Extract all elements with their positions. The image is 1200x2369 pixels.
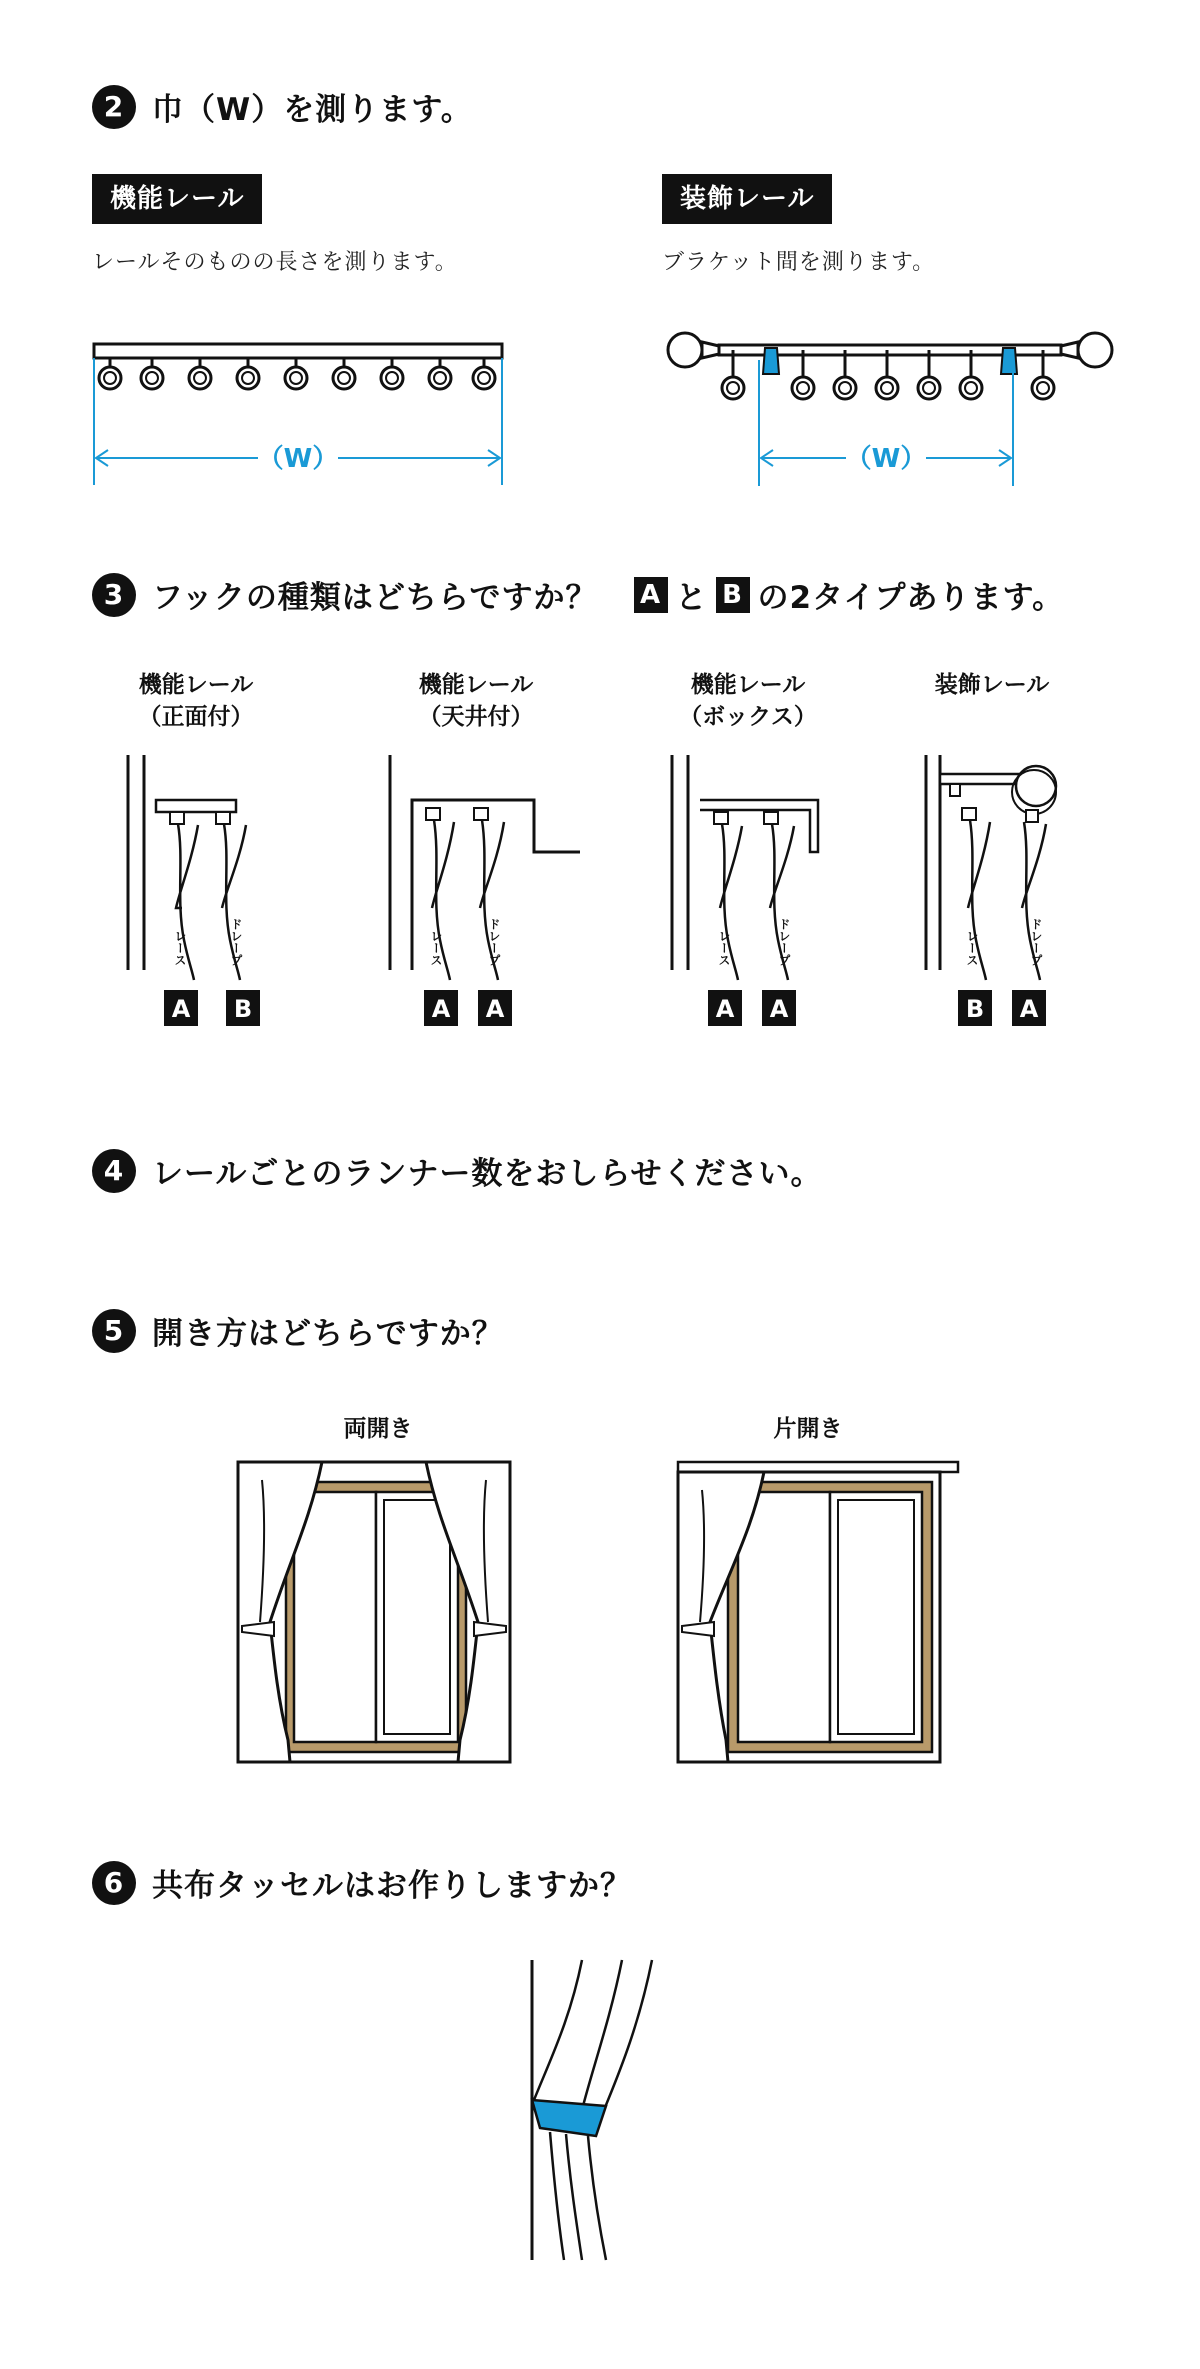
type1-hook-1: A [171, 995, 191, 1023]
left-bracket [763, 348, 779, 374]
step5-title: 開き方はどちらですか？ [152, 1316, 504, 1352]
step5-number: 5 [92, 1309, 136, 1353]
single-opening-label: 片開き [773, 1416, 843, 1442]
step3-heading [92, 572, 1066, 617]
runner-ring [333, 367, 355, 389]
type1-lace-text: レース [173, 930, 187, 966]
functional-rail-bar [94, 344, 502, 358]
hook-type-functional-front [80, 660, 320, 1040]
step2-number: 2 [92, 85, 136, 129]
type3-line2: （ボックス） [679, 704, 817, 730]
hook-type-decorative [900, 660, 1140, 1040]
runner-ring [381, 367, 403, 389]
type2-line2: （天井付） [418, 704, 534, 730]
step2-heading [92, 84, 473, 129]
step4-number: 4 [92, 1149, 136, 1193]
decorative-rail-diagram [655, 320, 1125, 490]
step6-heading [92, 1860, 632, 1905]
decorative-ring [792, 377, 814, 399]
type4-hook-2: A [1019, 995, 1039, 1023]
decorative-rail-desc: ブラケット間を測ります。 [662, 250, 936, 275]
runner-ring [189, 367, 211, 389]
type1-hook-2: B [233, 995, 253, 1023]
functional-rail-diagram [80, 330, 540, 490]
type2-line1: 機能レール [418, 672, 534, 698]
right-bracket [1001, 348, 1017, 374]
type1-drape-text: ドレープ [229, 918, 243, 966]
hook-type-functional-ceiling [360, 660, 600, 1040]
step4-heading [92, 1148, 822, 1193]
decorative-ring [876, 377, 898, 399]
step5-heading [92, 1308, 504, 1353]
decorative-ring [918, 377, 940, 399]
runner-ring [285, 367, 307, 389]
type1-line2: （正面付） [138, 704, 254, 730]
type3-lace-text: レース [717, 930, 731, 966]
single-opening-diagram [668, 1400, 968, 1780]
tassel-band [532, 2100, 606, 2136]
double-opening-diagram [230, 1400, 530, 1780]
step3-title: フックの種類はどちらですか？ [152, 580, 598, 616]
type2-lace-text: レース [429, 930, 443, 966]
type2-drape-text: ドレープ [487, 918, 501, 966]
step2-title: 巾（W）を測ります。 [152, 92, 473, 128]
tassel-diagram [520, 1960, 720, 2260]
type3-hook-1: A [715, 995, 735, 1023]
type2-hook-2: A [485, 995, 505, 1023]
type1-line1: 機能レール [138, 672, 254, 698]
type3-hook-2: A [769, 995, 789, 1023]
right-finial [1078, 333, 1112, 367]
type4-lace-text: レース [965, 930, 979, 966]
decorative-rail-label: 装飾レール [662, 174, 832, 224]
type2-hook-1: A [431, 995, 451, 1023]
step3-title-tail: の2タイプあります。 [757, 580, 1065, 616]
step6-title: 共布タッセルはお作りしますか？ [152, 1868, 632, 1904]
type4-hook-1: B [965, 995, 985, 1023]
step4-title: レールごとのランナー数をおしらせください。 [152, 1156, 823, 1192]
runner-ring [141, 367, 163, 389]
functional-rail-label: 機能レール [92, 174, 262, 224]
type3-line1: 機能レール [690, 672, 806, 698]
runner-ring [237, 367, 259, 389]
decorative-w-label: （W） [845, 444, 927, 474]
type4-line1: 装飾レール [934, 672, 1050, 698]
decorative-ring [1032, 377, 1054, 399]
runner-ring [473, 367, 495, 389]
decorative-ring [834, 377, 856, 399]
step3-number: 3 [92, 573, 136, 617]
double-opening-label: 両開き [343, 1416, 413, 1442]
decorative-ring [960, 377, 982, 399]
badge-b: B [716, 577, 750, 613]
hook-type-functional-box [640, 660, 880, 1040]
type4-drape-text: ドレープ [1029, 918, 1043, 966]
functional-rail-desc: レールそのものの長さを測ります。 [92, 250, 458, 275]
functional-w-label: （W） [257, 444, 339, 474]
badge-a: A [634, 577, 668, 613]
functional-rail-runners [99, 358, 495, 389]
runner-ring [99, 367, 121, 389]
left-finial [668, 333, 702, 367]
decorative-ring [722, 377, 744, 399]
runner-ring [429, 367, 451, 389]
step6-number: 6 [92, 1861, 136, 1905]
type3-drape-text: ドレープ [777, 918, 791, 966]
badge-and: と [675, 580, 708, 616]
